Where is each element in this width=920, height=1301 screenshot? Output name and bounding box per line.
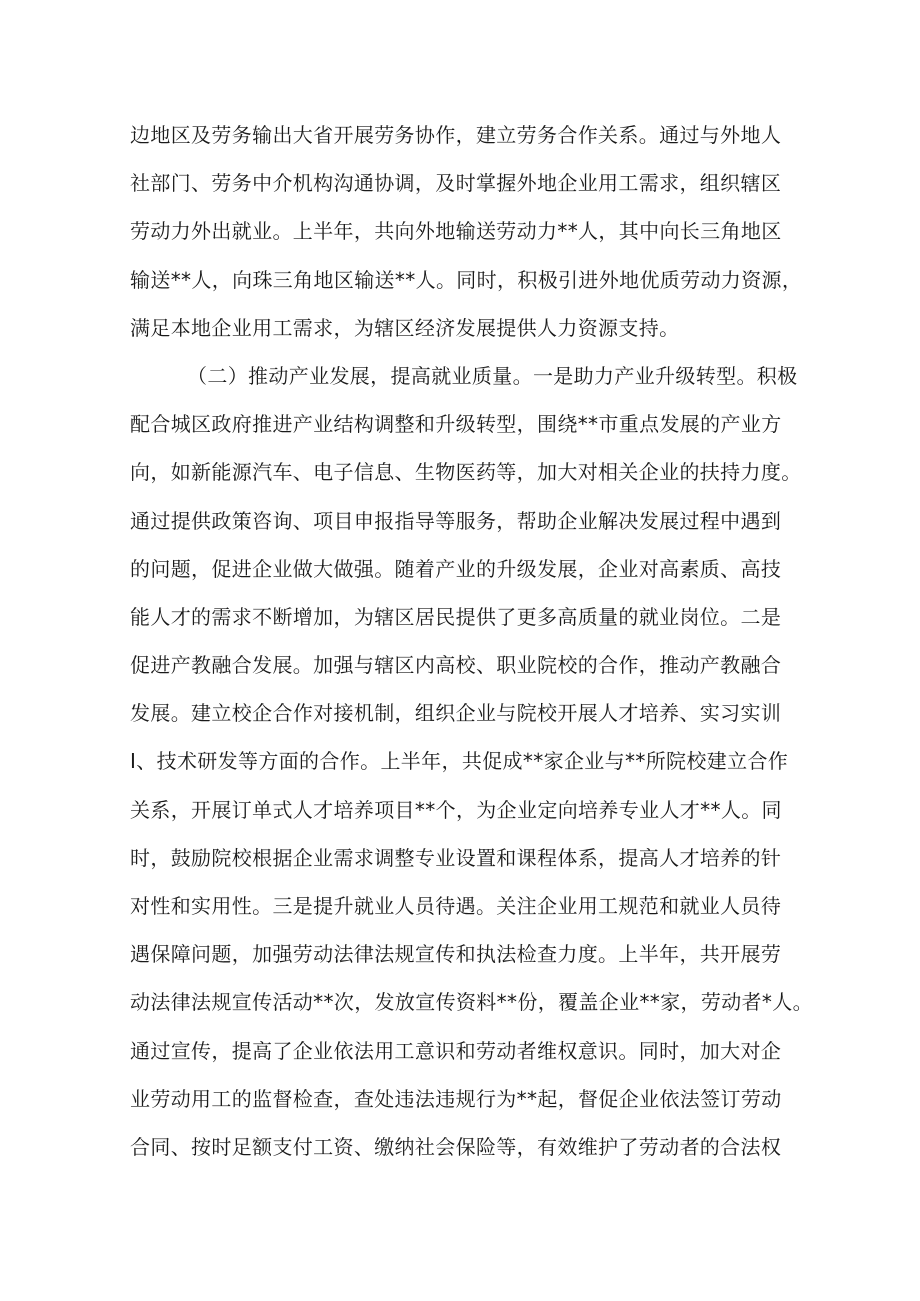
text-line: 时，鼓励院校根据企业需求调整专业设置和课程体系，提高人才培养的针 xyxy=(130,845,782,870)
text-line: 动法律法规宣传活动**次，发放宣传资料**份，覆盖企业**家，劳动者*人。 xyxy=(130,990,813,1015)
text-line: 向，如新能源汽车、电子信息、生物医药等，加大对相关企业的扶持力度。 xyxy=(130,460,802,485)
text-line: 社部门、劳务中介机构沟通协调，及时掌握外地企业用工需求，组织辖区 xyxy=(130,171,782,196)
text-line: 通过宣传，提高了企业依法用工意识和劳动者维权意识。同时，加大对企 xyxy=(130,1038,782,1063)
text-line: 配合城区政府推进产业结构调整和升级转型，围绕**市重点发展的产业方 xyxy=(130,412,782,437)
text-line: 边地区及劳务输出大省开展劳务协作，建立劳务合作关系。通过与外地人 xyxy=(130,123,782,147)
text-line: 能人才的需求不断增加，为辖区居民提供了更多高质量的就业岗位。二是 xyxy=(130,604,782,629)
text-line: 通过提供政策咨询、项目申报指导等服务，帮助企业解决发展过程中遇到 xyxy=(130,508,782,533)
text-line: 合同、按时足额支付工资、缴纳社会保险等，有效维护了劳动者的合法权 xyxy=(130,1134,782,1159)
text-line: 满足本地企业用工需求，为辖区经济发展提供人力资源支持。 xyxy=(130,315,680,340)
text-line: 关系，开展订单式人才培养项目**个，为企业定向培养专业人才**人。同 xyxy=(130,797,782,822)
text-line: 发展。建立校企合作对接机制，组织企业与院校开展人才培养、实习实训 xyxy=(130,701,782,726)
text-line: 劳动力外出就业。上半年，共向外地输送劳动力**人，其中向长三角地区 xyxy=(130,219,782,244)
text-line: 的问题，促进企业做大做强。随着产业的升级发展，企业对高素质、高技 xyxy=(130,556,782,581)
text-line: 业劳动用工的监督检查，查处违法违规行为**起，督促企业依法签订劳动 xyxy=(130,1086,782,1111)
text-line: I、技术研发等方面的合作。上半年，共促成**家企业与**所院校建立合作 xyxy=(130,749,789,774)
text-line: 对性和实用性。三是提升就业人员待遇。关注企业用工规范和就业人员待 xyxy=(130,894,782,918)
text-line: 输送**人，向珠三角地区输送**人。同时，积极引进外地优质劳动力资源， xyxy=(130,267,803,292)
text-line: 促进产教融合发展。加强与辖区内高校、职业院校的合作，推动产教融合 xyxy=(130,653,782,678)
body-text xyxy=(130,111,813,1171)
section-heading-line: （二）推动产业发展，提高就业质量。一是助力产业升级转型。积极 xyxy=(187,363,798,388)
text-line: 遇保障问题，加强劳动法律法规宣传和执法检查力度。上半年，共开展劳 xyxy=(130,942,782,967)
